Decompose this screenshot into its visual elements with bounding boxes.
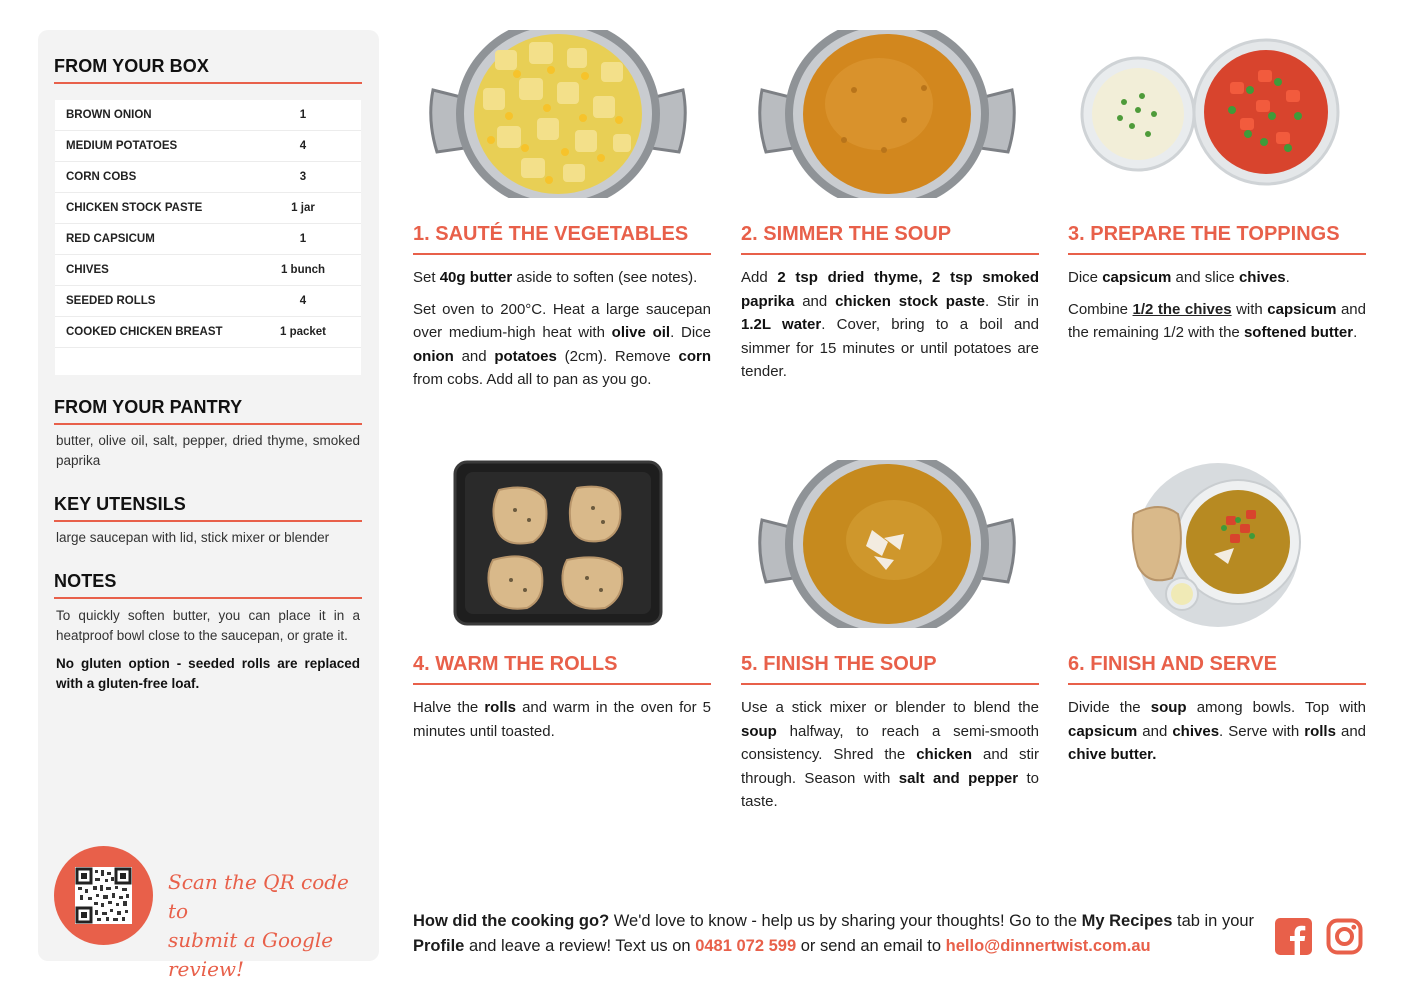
- email-link[interactable]: hello@dinnertwist.com.au: [945, 937, 1151, 955]
- notes-title-rule: [54, 597, 362, 599]
- ingredient-qty: 4: [299, 295, 307, 307]
- notes-title: NOTES: [54, 571, 117, 591]
- profile-link[interactable]: Profile: [413, 937, 465, 955]
- table-row: [55, 100, 361, 131]
- ingredient-name: RED CAPSICUM: [66, 233, 155, 245]
- ingredient-name: CHIVES: [66, 264, 109, 276]
- my-recipes-link[interactable]: My Recipes: [1081, 912, 1173, 930]
- step4-photo: [453, 460, 663, 626]
- step4-title: 4. WARM THE ROLLS: [413, 653, 618, 675]
- step2-title: 2. SIMMER THE SOUP: [741, 223, 952, 245]
- feedback-footer: How did the cooking go? We'd love to know - help us by sharing your thoughts! Go to the My Recipes tab in your Profile and leave a review! Text us on 0481 072 599 or send an email to hello@dinnertwist.com.au: [413, 912, 1255, 955]
- step1-body: Set 40g butter aside to soften (see notes). Set oven to 200°C. Heat a large saucepan over medium-high heat with olive oil. Dice onion and potatoes (2cm). Remove corn from cobs. Add all to pan as you go.: [413, 269, 711, 388]
- step4-body: Halve the rolls and warm in the oven for 5 minutes until toasted.: [413, 699, 712, 740]
- qr-badge: [54, 846, 153, 945]
- table-row: [55, 317, 361, 348]
- table-row: [55, 224, 361, 255]
- step4-rule: [413, 683, 711, 685]
- box-title: FROM YOUR BOX: [54, 56, 209, 76]
- notes-text: To quickly soften butter, you can place it in a heatproof bowl close to the saucepan, or grate it.: [56, 608, 360, 643]
- qr-caption: [168, 868, 368, 984]
- notes-gluten-option: No gluten option - seeded rolls are replaced with a gluten-free loaf.: [56, 656, 360, 691]
- step5-title: 5. FINISH THE SOUP: [741, 653, 937, 675]
- ingredient-qty: 1 packet: [279, 326, 327, 338]
- pantry-text: butter, olive oil, salt, pepper, dried thyme, smoked paprika: [56, 433, 360, 468]
- ingredient-name: MEDIUM POTATOES: [66, 140, 178, 152]
- pantry-title: FROM YOUR PANTRY: [54, 397, 243, 417]
- pantry-title-rule: [54, 423, 362, 425]
- facebook-icon[interactable]: [1275, 918, 1312, 955]
- step6-title: 6. FINISH AND SERVE: [1068, 653, 1277, 675]
- step3-rule: [1068, 253, 1366, 255]
- step3-title: 3. PREPARE THE TOPPINGS: [1068, 223, 1340, 245]
- table-row: [55, 255, 361, 286]
- step2-photo: [754, 30, 1020, 198]
- table-row: [55, 162, 361, 193]
- qr-caption-line2: submit a Google review!: [168, 928, 334, 981]
- step1-photo: [425, 30, 691, 198]
- instagram-icon[interactable]: [1326, 918, 1363, 955]
- ingredient-qty: 1: [299, 109, 307, 121]
- box-ingredients-table: [55, 100, 361, 375]
- table-row: [55, 193, 361, 224]
- step2-rule: [741, 253, 1039, 255]
- step5-photo: [754, 460, 1020, 628]
- step3-photo: [1080, 38, 1342, 188]
- table-row: [55, 131, 361, 162]
- step5-body: Use a stick mixer or blender to blend the soup halfway, to reach a semi-smooth consistency. Shred the chicken and stir through. Season with salt and pepper to taste.: [741, 699, 1040, 810]
- step3-body: Dice capsicum and slice chives. Combine 1/2 the chives with capsicum and the remaining 1/2 with the softened butter.: [1068, 269, 1366, 341]
- ingredient-qty: 1 bunch: [280, 264, 326, 276]
- ingredient-qty: 1 jar: [291, 202, 315, 214]
- ingredient-name: BROWN ONION: [66, 109, 152, 121]
- ingredient-name: CHICKEN STOCK PASTE: [66, 202, 203, 214]
- box-title-rule: [54, 82, 362, 84]
- step1-rule: [413, 253, 711, 255]
- utensils-title: KEY UTENSILS: [54, 494, 186, 514]
- ingredient-name: COOKED CHICKEN BREAST: [66, 326, 223, 338]
- phone-link[interactable]: 0481 072 599: [695, 937, 797, 955]
- step6-photo: [1130, 462, 1306, 628]
- qr-code-icon[interactable]: [75, 867, 132, 924]
- step6-body: Divide the soup among bowls. Top with capsicum and chives. Serve with rolls and chive butter.: [1068, 699, 1366, 763]
- ingredient-name: CORN COBS: [66, 171, 137, 183]
- utensils-title-rule: [54, 520, 362, 522]
- step1-title: 1. SAUTÉ THE VEGETABLES: [413, 223, 689, 245]
- footer-question: How did the cooking go?: [413, 912, 610, 930]
- ingredient-qty: 3: [299, 171, 307, 183]
- ingredients-sidebar: [38, 30, 379, 981]
- ingredient-qty: 1: [299, 233, 307, 245]
- step6-rule: [1068, 683, 1366, 685]
- step5-rule: [741, 683, 1039, 685]
- utensils-text: large saucepan with lid, stick mixer or blender: [56, 530, 330, 545]
- qr-caption-line1: Scan the QR code to: [168, 870, 349, 923]
- ingredient-name: SEEDED ROLLS: [66, 295, 156, 307]
- ingredient-qty: 4: [299, 140, 307, 152]
- step2-body: Add 2 tsp dried thyme, 2 tsp smoked paprika and chicken stock paste. Stir in 1.2L water. Cover, bring to a boil and simmer for 15 minutes or until potatoes are tender.: [741, 269, 1039, 380]
- table-row: [55, 286, 361, 317]
